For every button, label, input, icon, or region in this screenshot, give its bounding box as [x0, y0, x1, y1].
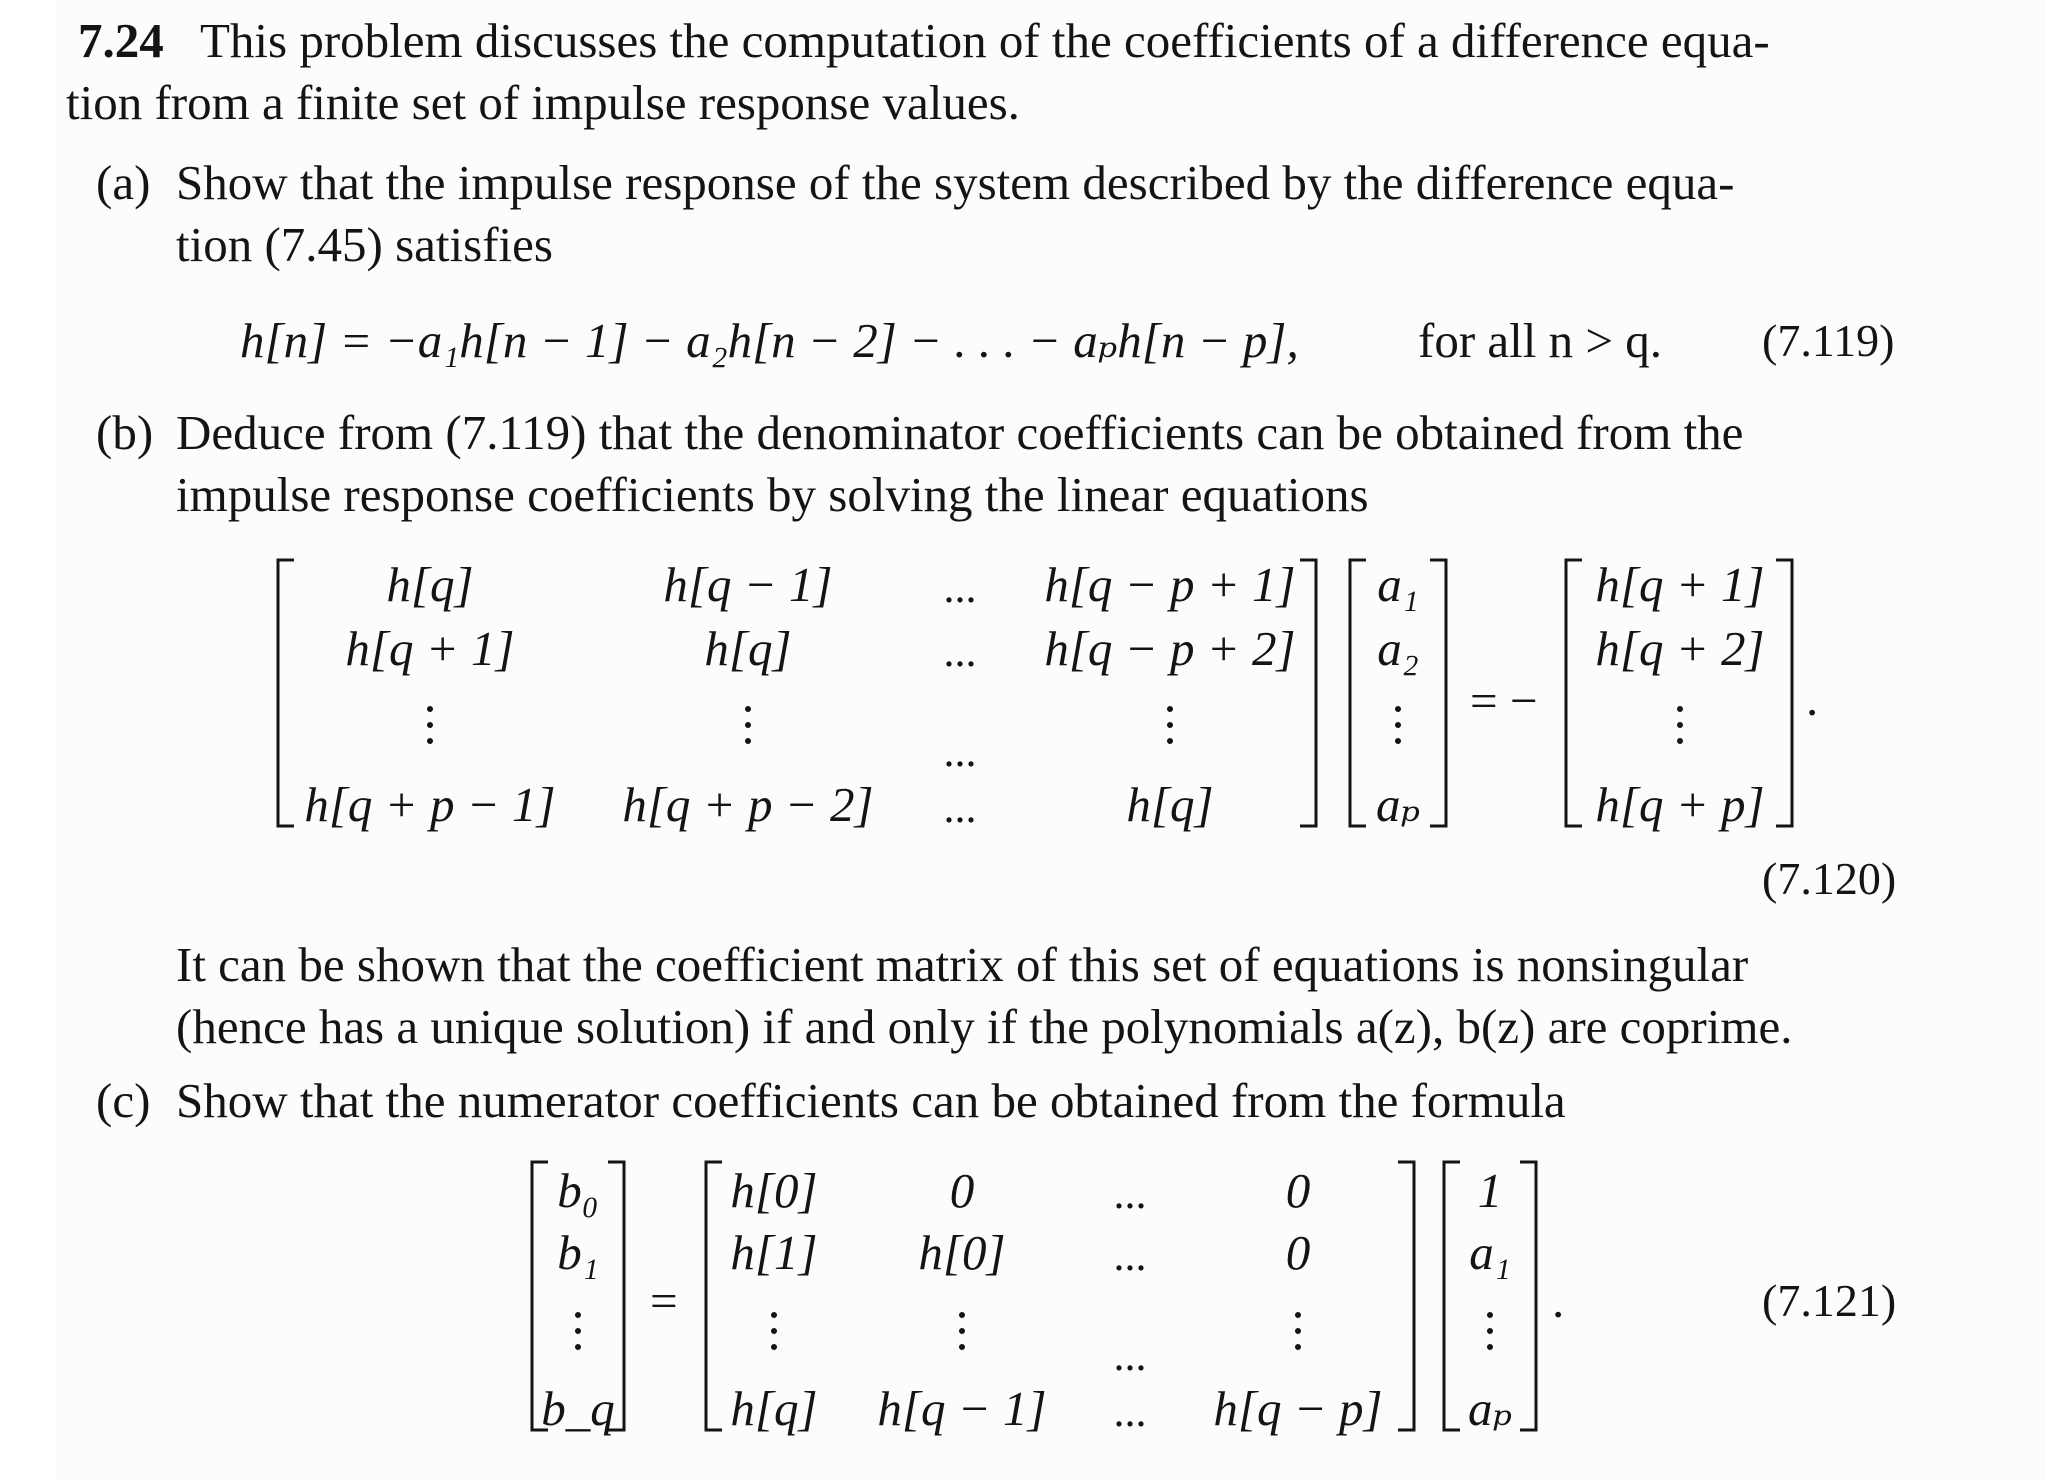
matrix-c-r4c1: h[q]	[730, 1381, 818, 1436]
eq-number-7-119: (7.119)	[1762, 315, 1895, 366]
matrix-b-r1c4: h[q − p + 1]	[1044, 557, 1296, 612]
equation-7-120-period: .	[1806, 671, 1819, 726]
matrix-c-r1c3: ...	[1113, 1169, 1147, 1218]
matrix-b-left-bracket	[278, 560, 294, 826]
matrix-c-r4c2: h[q − 1]	[877, 1381, 1047, 1436]
vector-a-right-bracket	[1430, 560, 1446, 826]
matrix-c-r1c2: 0	[949, 1163, 975, 1218]
rhs-2: h[q + 2]	[1595, 621, 1765, 676]
matrix-b-r2c1: h[q + 1]	[345, 621, 515, 676]
vector-1a-left-bracket	[1444, 1162, 1460, 1430]
rhs-right-bracket	[1776, 560, 1792, 826]
matrix-b-r4c3: ...	[943, 783, 977, 832]
equation-7-119-condition: for all n > q.	[1418, 313, 1662, 368]
part-b-label: (b)	[96, 405, 154, 460]
vector-1a-p: aₚ	[1467, 1381, 1513, 1436]
matrix-b-r3c3: ...	[943, 727, 977, 776]
eq-number-7-120: (7.120)	[1762, 853, 1897, 904]
matrix-c-r3c3: ...	[1113, 1331, 1147, 1380]
matrix-c-r2c1: h[1]	[730, 1225, 818, 1280]
part-b-line-2: impulse response coefficients by solving the linear equations	[176, 467, 1369, 522]
vector-a-p: aₚ	[1375, 777, 1421, 832]
equation-7-121-period: .	[1552, 1273, 1565, 1328]
equation-7-119: h[n] = −a₁h[n − 1] − a₂h[n − 2] − . . . − aₚh[n − p],	[240, 313, 1299, 368]
vector-1a-0: 1	[1477, 1163, 1503, 1218]
rhs-vdots	[1676, 706, 1684, 754]
part-c-line-1: Show that the numerator coefficients can be obtained from the formula	[176, 1073, 1566, 1128]
matrix-c-r2c3: ...	[1113, 1231, 1147, 1280]
matrix-c-r4c4: h[q − p]	[1213, 1381, 1383, 1436]
vector-1a-vdots	[1486, 1312, 1494, 1360]
matrix-b-r3c4-vdots	[1166, 706, 1174, 754]
vector-b-q: b_q	[541, 1381, 615, 1436]
equals-minus-sign: = −	[1470, 673, 1538, 728]
matrix-c-r4c3: ...	[1113, 1387, 1147, 1436]
vector-a-vdots	[1394, 706, 1402, 754]
matrix-b-r4c1: h[q + p − 1]	[304, 777, 556, 832]
part-a-line-2: tion (7.45) satisfies	[176, 217, 553, 272]
matrix-c-r2c4: 0	[1285, 1225, 1311, 1280]
vector-b-1: b₁	[557, 1225, 599, 1280]
vector-1a-1: a₁	[1469, 1225, 1511, 1280]
part-a-label: (a)	[96, 155, 151, 210]
part-a-line-1: Show that the impulse response of the system described by the difference equa-	[176, 155, 1735, 210]
rhs-left-bracket	[1566, 560, 1582, 826]
eq-number-7-121: (7.121)	[1762, 1275, 1897, 1326]
part-b-line-1: Deduce from (7.119) that the denominator coefficients can be obtained from the	[176, 405, 1744, 460]
problem-number: 7.24	[78, 13, 164, 68]
equals-sign: =	[650, 1273, 678, 1328]
matrix-b-r3c2-vdots	[744, 706, 752, 754]
matrix-b-r2c3: ...	[943, 627, 977, 676]
rhs-p: h[q + p]	[1595, 777, 1765, 832]
vector-b-vdots	[574, 1312, 582, 1360]
matrix-b-r4c2: h[q + p − 2]	[622, 777, 874, 832]
part-b-note-line-2: (hence has a unique solution) if and only if the polynomials a(z), b(z) are coprime.	[176, 999, 1793, 1054]
matrix-c-r3c4-vdots	[1294, 1312, 1302, 1360]
matrix-c-right-bracket	[1398, 1162, 1414, 1430]
matrix-c-r3c1-vdots	[770, 1312, 778, 1360]
part-c-label: (c)	[96, 1073, 151, 1128]
vector-b-0: b₀	[557, 1163, 599, 1218]
intro-line-2: tion from a finite set of impulse response values.	[66, 75, 1020, 130]
matrix-b-r1c1: h[q]	[386, 557, 474, 612]
matrix-c-r1c1: h[0]	[730, 1163, 818, 1218]
matrix-b-r1c2: h[q − 1]	[663, 557, 833, 612]
vector-1a-right-bracket	[1520, 1162, 1536, 1430]
matrix-c-left-bracket	[706, 1162, 722, 1430]
matrix-b-r1c3: ...	[943, 563, 977, 612]
matrix-c-r3c2-vdots	[958, 1312, 966, 1360]
vector-a-1: a₁	[1377, 557, 1419, 612]
matrix-b-r2c4: h[q − p + 2]	[1044, 621, 1296, 676]
intro-line-1: This problem discusses the computation of the coefficients of a difference equa-	[200, 13, 1770, 68]
vector-a-left-bracket	[1350, 560, 1366, 826]
matrix-b-r4c4: h[q]	[1126, 777, 1214, 832]
vector-a-2: a₂	[1377, 621, 1419, 676]
matrix-b-r2c2: h[q]	[704, 621, 792, 676]
rhs-1: h[q + 1]	[1595, 557, 1765, 612]
part-b-note-line-1: It can be shown that the coefficient matrix of this set of equations is nonsingular	[176, 937, 1749, 992]
matrix-b-right-bracket	[1300, 560, 1316, 826]
matrix-c-r1c4: 0	[1285, 1163, 1311, 1218]
matrix-b-r3c1-vdots	[426, 706, 434, 754]
matrix-c-r2c2: h[0]	[918, 1225, 1006, 1280]
